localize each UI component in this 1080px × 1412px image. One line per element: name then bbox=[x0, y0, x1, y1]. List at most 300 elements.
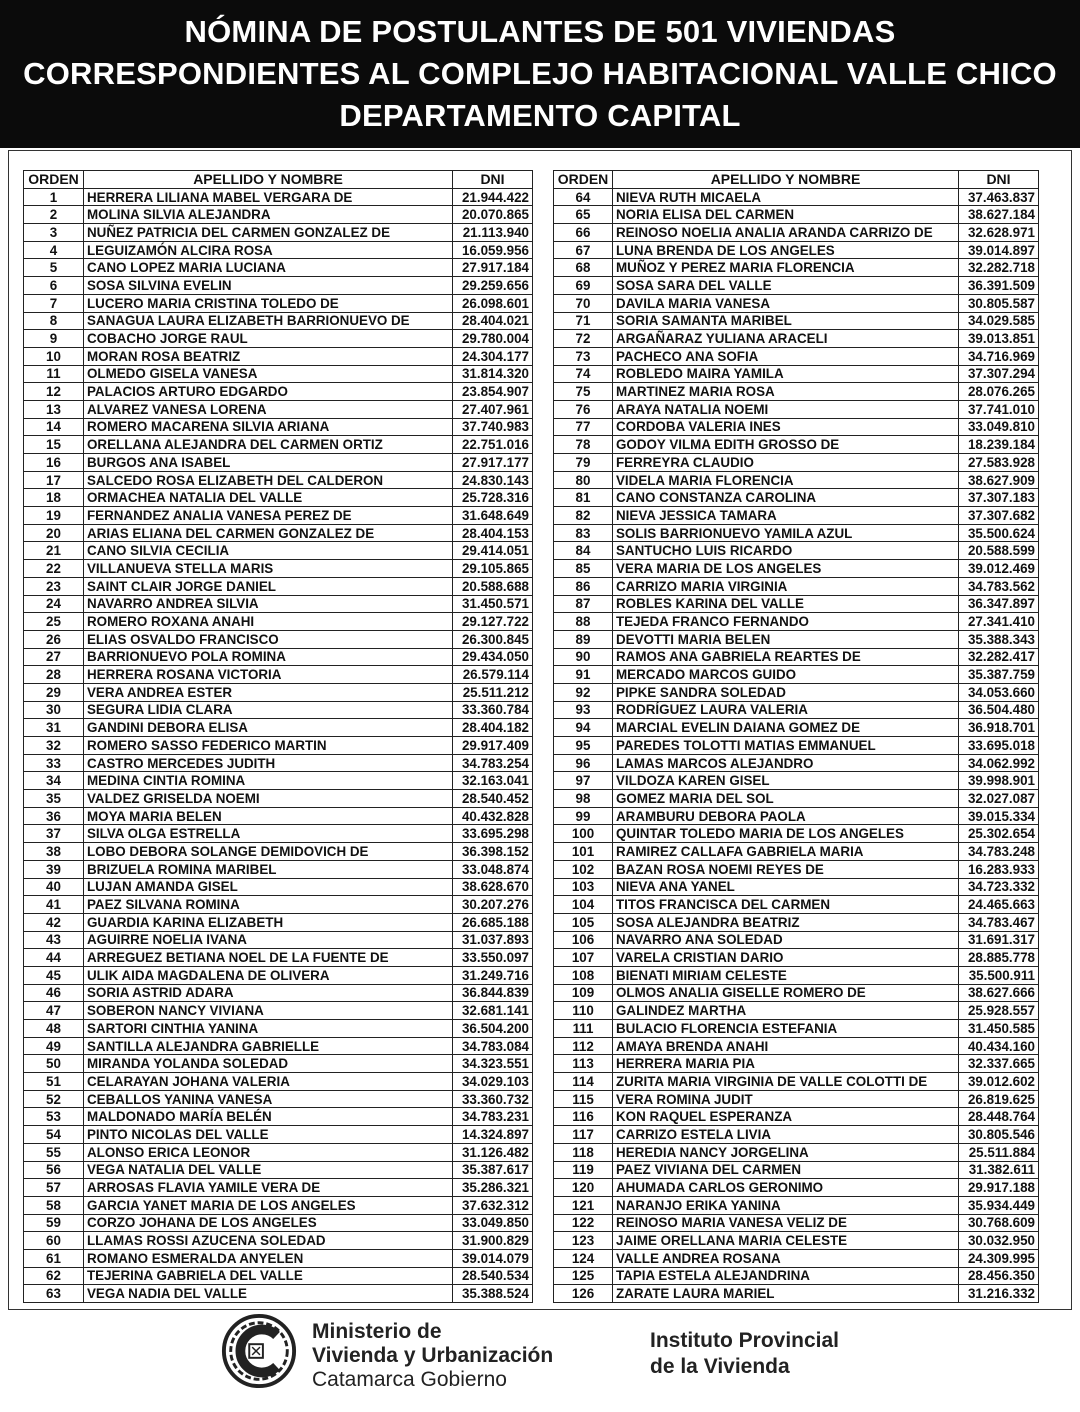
dni-cell: 39.014.079 bbox=[453, 1249, 533, 1267]
orden-cell: 113 bbox=[554, 1055, 613, 1073]
nombre-cell: DEVOTTI MARIA BELEN bbox=[613, 630, 959, 648]
nombre-cell: PAREDES TOLOTTI MATIAS EMMANUEL bbox=[613, 737, 959, 755]
dni-cell: 32.027.087 bbox=[959, 790, 1039, 808]
nombre-cell: COBACHO JORGE RAUL bbox=[84, 330, 453, 348]
dni-cell: 34.783.084 bbox=[453, 1037, 533, 1055]
table-row bbox=[554, 1037, 1039, 1055]
dni-cell: 24.304.177 bbox=[453, 347, 533, 365]
nombre-cell: ARREGUEZ BETIANA NOEL DE LA FUENTE DE bbox=[84, 949, 453, 967]
dni-cell: 38.627.184 bbox=[959, 206, 1039, 224]
orden-cell: 11 bbox=[24, 365, 84, 383]
dni-cell: 28.540.452 bbox=[453, 790, 533, 808]
dni-cell: 29.917.188 bbox=[959, 1179, 1039, 1197]
orden-cell: 75 bbox=[554, 383, 613, 401]
table-row bbox=[554, 241, 1039, 259]
ministerio-line-3: Catamarca Gobierno bbox=[312, 1368, 507, 1391]
nombre-cell: ARAMBURU DEBORA PAOLA bbox=[613, 807, 959, 825]
orden-cell: 29 bbox=[24, 683, 84, 701]
ministerio-text bbox=[312, 1320, 553, 1392]
orden-cell: 61 bbox=[24, 1249, 84, 1267]
table-row bbox=[24, 613, 533, 631]
nombre-cell: ROMERO MACARENA SILVIA ARIANA bbox=[84, 418, 453, 436]
dni-cell: 18.239.184 bbox=[959, 436, 1039, 454]
nombre-cell: CARRIZO MARIA VIRGINIA bbox=[613, 577, 959, 595]
nombre-cell: GODOY VILMA EDITH GROSSO DE bbox=[613, 436, 959, 454]
table-row bbox=[554, 560, 1039, 578]
dni-cell: 29.259.656 bbox=[453, 277, 533, 295]
nombre-cell: FERNANDEZ ANALIA VANESA PEREZ DE bbox=[84, 507, 453, 525]
dni-cell: 16.283.933 bbox=[959, 860, 1039, 878]
table-row bbox=[24, 418, 533, 436]
orden-cell: 56 bbox=[24, 1161, 84, 1179]
table-row bbox=[554, 224, 1039, 242]
nombre-cell: CARRIZO ESTELA LIVIA bbox=[613, 1126, 959, 1144]
nombre-header: APELLIDO Y NOMBRE bbox=[613, 171, 959, 189]
dni-cell: 39.012.602 bbox=[959, 1073, 1039, 1091]
table-row bbox=[554, 347, 1039, 365]
table-row bbox=[24, 471, 533, 489]
table-row bbox=[24, 1179, 533, 1197]
nombre-cell: NAVARRO ANDREA SILVIA bbox=[84, 595, 453, 613]
nombre-cell: ORMACHEA NATALIA DEL VALLE bbox=[84, 489, 453, 507]
table-row bbox=[24, 843, 533, 861]
orden-cell: 12 bbox=[24, 383, 84, 401]
dni-cell: 25.302.654 bbox=[959, 825, 1039, 843]
table-row bbox=[24, 1037, 533, 1055]
table-row bbox=[24, 966, 533, 984]
dni-cell: 28.404.182 bbox=[453, 719, 533, 737]
nombre-cell: REINOSO MARIA VANESA VELIZ DE bbox=[613, 1214, 959, 1232]
table-row bbox=[24, 860, 533, 878]
dni-cell: 29.105.865 bbox=[453, 560, 533, 578]
nombre-cell: PAEZ VIVIANA DEL CARMEN bbox=[613, 1161, 959, 1179]
orden-cell: 30 bbox=[24, 701, 84, 719]
table-row bbox=[554, 454, 1039, 472]
orden-cell: 60 bbox=[24, 1232, 84, 1250]
dni-cell: 24.309.995 bbox=[959, 1249, 1039, 1267]
table-row bbox=[24, 1249, 533, 1267]
table-row bbox=[24, 807, 533, 825]
nombre-cell: NARANJO ERIKA YANINA bbox=[613, 1196, 959, 1214]
nombre-cell: SANAGUA LAURA ELIZABETH BARRIONUEVO DE bbox=[84, 312, 453, 330]
ministerio-line-2: Vivienda y Urbanización bbox=[312, 1344, 554, 1367]
table-row bbox=[24, 896, 533, 914]
table-row bbox=[554, 595, 1039, 613]
table-row bbox=[554, 878, 1039, 896]
dni-cell: 38.627.666 bbox=[959, 984, 1039, 1002]
table-row bbox=[554, 1214, 1039, 1232]
orden-cell: 67 bbox=[554, 241, 613, 259]
dni-cell: 39.014.897 bbox=[959, 241, 1039, 259]
table-row bbox=[24, 1002, 533, 1020]
orden-cell: 90 bbox=[554, 648, 613, 666]
dni-cell: 33.695.298 bbox=[453, 825, 533, 843]
dni-cell: 16.059.956 bbox=[453, 241, 533, 259]
dni-cell: 31.450.585 bbox=[959, 1020, 1039, 1038]
nombre-cell: LOBO DEBORA SOLANGE DEMIDOVICH DE bbox=[84, 843, 453, 861]
orden-cell: 20 bbox=[24, 524, 84, 542]
table-row bbox=[24, 524, 533, 542]
dni-cell: 25.511.212 bbox=[453, 683, 533, 701]
orden-cell: 83 bbox=[554, 524, 613, 542]
dni-cell: 35.934.449 bbox=[959, 1196, 1039, 1214]
dni-cell: 26.819.625 bbox=[959, 1090, 1039, 1108]
orden-cell: 33 bbox=[24, 754, 84, 772]
table-row bbox=[24, 648, 533, 666]
table-row bbox=[554, 259, 1039, 277]
table-row bbox=[24, 1143, 533, 1161]
nombre-cell: ZURITA MARIA VIRGINIA DE VALLE COLOTTI DE bbox=[613, 1073, 959, 1091]
orden-cell: 15 bbox=[24, 436, 84, 454]
table-row bbox=[24, 1232, 533, 1250]
table-row bbox=[24, 1020, 533, 1038]
table-row bbox=[24, 719, 533, 737]
orden-cell: 111 bbox=[554, 1020, 613, 1038]
table-row bbox=[554, 896, 1039, 914]
orden-cell: 72 bbox=[554, 330, 613, 348]
orden-cell: 4 bbox=[24, 241, 84, 259]
dni-cell: 32.337.665 bbox=[959, 1055, 1039, 1073]
orden-cell: 79 bbox=[554, 454, 613, 472]
orden-cell: 118 bbox=[554, 1143, 613, 1161]
table-row bbox=[24, 188, 533, 206]
orden-cell: 47 bbox=[24, 1002, 84, 1020]
orden-cell: 91 bbox=[554, 666, 613, 684]
nombre-cell: BIENATI MIRIAM CELESTE bbox=[613, 966, 959, 984]
orden-cell: 115 bbox=[554, 1090, 613, 1108]
dni-cell: 35.500.911 bbox=[959, 966, 1039, 984]
orden-cell: 35 bbox=[24, 790, 84, 808]
table-row bbox=[554, 790, 1039, 808]
orden-cell: 65 bbox=[554, 206, 613, 224]
table-row bbox=[554, 772, 1039, 790]
table-row bbox=[24, 630, 533, 648]
orden-cell: 107 bbox=[554, 949, 613, 967]
nombre-cell: SANTILLA ALEJANDRA GABRIELLE bbox=[84, 1037, 453, 1055]
dni-cell: 37.307.183 bbox=[959, 489, 1039, 507]
table-row bbox=[554, 542, 1039, 560]
table-row bbox=[554, 1161, 1039, 1179]
orden-cell: 19 bbox=[24, 507, 84, 525]
table-row bbox=[554, 860, 1039, 878]
table-row bbox=[554, 277, 1039, 295]
nombre-cell: VEGA NATALIA DEL VALLE bbox=[84, 1161, 453, 1179]
orden-cell: 26 bbox=[24, 630, 84, 648]
orden-cell: 92 bbox=[554, 683, 613, 701]
nombre-cell: HERRERA LILIANA MABEL VERGARA DE bbox=[84, 188, 453, 206]
orden-cell: 71 bbox=[554, 312, 613, 330]
table-row bbox=[554, 1143, 1039, 1161]
orden-cell: 114 bbox=[554, 1073, 613, 1091]
nombre-cell: CASTRO MERCEDES JUDITH bbox=[84, 754, 453, 772]
dni-cell: 34.783.231 bbox=[453, 1108, 533, 1126]
nombre-cell: OLMEDO GISELA VANESA bbox=[84, 365, 453, 383]
table-row bbox=[554, 807, 1039, 825]
dni-cell: 33.360.784 bbox=[453, 701, 533, 719]
table-row bbox=[554, 418, 1039, 436]
dni-cell: 29.414.051 bbox=[453, 542, 533, 560]
dni-cell: 35.387.617 bbox=[453, 1161, 533, 1179]
orden-cell: 58 bbox=[24, 1196, 84, 1214]
table-row bbox=[554, 701, 1039, 719]
orden-cell: 32 bbox=[24, 737, 84, 755]
title-line-2: CORRESPONDIENTES AL COMPLEJO HABITACIONAL VALLE CHICO bbox=[23, 56, 1057, 91]
nombre-cell: PIPKE SANDRA SOLEDAD bbox=[613, 683, 959, 701]
orden-cell: 84 bbox=[554, 542, 613, 560]
table-row bbox=[554, 1020, 1039, 1038]
dni-cell: 35.388.343 bbox=[959, 630, 1039, 648]
orden-cell: 43 bbox=[24, 931, 84, 949]
table-row bbox=[24, 400, 533, 418]
catamarca-logo-icon bbox=[220, 1312, 298, 1390]
dni-cell: 30.805.587 bbox=[959, 294, 1039, 312]
nombre-cell: LUNA BRENDA DE LOS ANGELES bbox=[613, 241, 959, 259]
orden-cell: 17 bbox=[24, 471, 84, 489]
orden-cell: 49 bbox=[24, 1037, 84, 1055]
nombre-cell: RODRÍGUEZ LAURA VALERIA bbox=[613, 701, 959, 719]
orden-cell: 98 bbox=[554, 790, 613, 808]
orden-cell: 64 bbox=[554, 188, 613, 206]
orden-cell: 25 bbox=[24, 613, 84, 631]
nombre-cell: VIDELA MARIA FLORENCIA bbox=[613, 471, 959, 489]
nombre-cell: DAVILA MARIA VANESA bbox=[613, 294, 959, 312]
orden-cell: 123 bbox=[554, 1232, 613, 1250]
dni-cell: 34.716.969 bbox=[959, 347, 1039, 365]
table-row bbox=[554, 648, 1039, 666]
table-header-row bbox=[554, 171, 1039, 189]
nombre-cell: CANO SILVIA CECILIA bbox=[84, 542, 453, 560]
orden-cell: 55 bbox=[24, 1143, 84, 1161]
orden-cell: 2 bbox=[24, 206, 84, 224]
dni-cell: 32.282.718 bbox=[959, 259, 1039, 277]
instituto-text bbox=[650, 1328, 839, 1380]
orden-cell: 38 bbox=[24, 843, 84, 861]
dni-cell: 31.648.649 bbox=[453, 507, 533, 525]
table-row bbox=[554, 913, 1039, 931]
dni-cell: 35.387.759 bbox=[959, 666, 1039, 684]
table-row bbox=[554, 984, 1039, 1002]
table-row bbox=[24, 507, 533, 525]
table-row bbox=[24, 1108, 533, 1126]
postulantes-table-right bbox=[553, 170, 1039, 1303]
nombre-cell: MARCIAL EVELIN DAIANA GOMEZ DE bbox=[613, 719, 959, 737]
dni-cell: 33.550.097 bbox=[453, 949, 533, 967]
orden-cell: 69 bbox=[554, 277, 613, 295]
dni-cell: 28.885.778 bbox=[959, 949, 1039, 967]
dni-cell: 36.918.701 bbox=[959, 719, 1039, 737]
nombre-cell: TITOS FRANCISCA DEL CARMEN bbox=[613, 896, 959, 914]
instituto-line-2: de la Vivienda bbox=[650, 1355, 790, 1378]
table-row bbox=[24, 1073, 533, 1091]
dni-cell: 24.465.663 bbox=[959, 896, 1039, 914]
orden-cell: 126 bbox=[554, 1285, 613, 1303]
table-row bbox=[554, 1090, 1039, 1108]
dni-cell: 28.448.764 bbox=[959, 1108, 1039, 1126]
nombre-cell: BAZAN ROSA NOEMI REYES DE bbox=[613, 860, 959, 878]
dni-cell: 39.998.901 bbox=[959, 772, 1039, 790]
orden-cell: 108 bbox=[554, 966, 613, 984]
nombre-cell: GOMEZ MARIA DEL SOL bbox=[613, 790, 959, 808]
dni-cell: 31.249.716 bbox=[453, 966, 533, 984]
nombre-cell: VEGA NADIA DEL VALLE bbox=[84, 1285, 453, 1303]
orden-header: ORDEN bbox=[554, 171, 613, 189]
table-row bbox=[554, 1002, 1039, 1020]
orden-cell: 8 bbox=[24, 312, 84, 330]
dni-cell: 37.632.312 bbox=[453, 1196, 533, 1214]
table-row bbox=[554, 1196, 1039, 1214]
nombre-cell: GUARDIA KARINA ELIZABETH bbox=[84, 913, 453, 931]
orden-cell: 105 bbox=[554, 913, 613, 931]
table-row bbox=[554, 949, 1039, 967]
table-row bbox=[24, 984, 533, 1002]
nombre-cell: CANO LOPEZ MARIA LUCIANA bbox=[84, 259, 453, 277]
table-row bbox=[554, 436, 1039, 454]
nombre-cell: ROMANO ESMERALDA ANYELEN bbox=[84, 1249, 453, 1267]
dni-cell: 34.323.551 bbox=[453, 1055, 533, 1073]
nombre-cell: GALINDEZ MARTHA bbox=[613, 1002, 959, 1020]
nombre-cell: BURGOS ANA ISABEL bbox=[84, 454, 453, 472]
dni-cell: 37.740.983 bbox=[453, 418, 533, 436]
orden-cell: 51 bbox=[24, 1073, 84, 1091]
orden-cell: 86 bbox=[554, 577, 613, 595]
table-row bbox=[554, 383, 1039, 401]
table-row bbox=[554, 931, 1039, 949]
table-row bbox=[24, 878, 533, 896]
nombre-cell: ROMERO SASSO FEDERICO MARTIN bbox=[84, 737, 453, 755]
table-row bbox=[554, 630, 1039, 648]
table-row bbox=[554, 1073, 1039, 1091]
table-row bbox=[554, 754, 1039, 772]
nombre-cell: BRIZUELA ROMINA MARIBEL bbox=[84, 860, 453, 878]
dni-cell: 27.407.961 bbox=[453, 400, 533, 418]
orden-cell: 99 bbox=[554, 807, 613, 825]
orden-cell: 57 bbox=[24, 1179, 84, 1197]
table-row bbox=[24, 206, 533, 224]
nombre-cell: SEGURA LIDIA CLARA bbox=[84, 701, 453, 719]
nombre-cell: ALVAREZ VANESA LORENA bbox=[84, 400, 453, 418]
nombre-cell: NUÑEZ PATRICIA DEL CARMEN GONZALEZ DE bbox=[84, 224, 453, 242]
dni-cell: 32.163.041 bbox=[453, 772, 533, 790]
orden-cell: 117 bbox=[554, 1126, 613, 1144]
orden-cell: 9 bbox=[24, 330, 84, 348]
nombre-cell: SOBERON NANCY VIVIANA bbox=[84, 1002, 453, 1020]
table-row bbox=[24, 436, 533, 454]
orden-cell: 121 bbox=[554, 1196, 613, 1214]
table-row bbox=[24, 259, 533, 277]
dni-cell: 34.783.467 bbox=[959, 913, 1039, 931]
dni-cell: 25.928.557 bbox=[959, 1002, 1039, 1020]
table-row bbox=[554, 683, 1039, 701]
dni-cell: 36.391.509 bbox=[959, 277, 1039, 295]
nombre-cell: SOLIS BARRIONUEVO YAMILA AZUL bbox=[613, 524, 959, 542]
table-row bbox=[24, 1126, 533, 1144]
nombre-cell: ROMERO ROXANA ANAHI bbox=[84, 613, 453, 631]
orden-cell: 24 bbox=[24, 595, 84, 613]
nombre-header: APELLIDO Y NOMBRE bbox=[84, 171, 453, 189]
orden-cell: 41 bbox=[24, 896, 84, 914]
orden-cell: 31 bbox=[24, 719, 84, 737]
orden-cell: 40 bbox=[24, 878, 84, 896]
table-row bbox=[24, 701, 533, 719]
nombre-cell: SILVA OLGA ESTRELLA bbox=[84, 825, 453, 843]
nombre-cell: SARTORI CINTHIA YANINA bbox=[84, 1020, 453, 1038]
dni-cell: 35.500.624 bbox=[959, 524, 1039, 542]
orden-cell: 7 bbox=[24, 294, 84, 312]
orden-cell: 52 bbox=[24, 1090, 84, 1108]
nombre-cell: MOYA MARIA BELEN bbox=[84, 807, 453, 825]
nombre-cell: ZARATE LAURA MARIEL bbox=[613, 1285, 959, 1303]
dni-cell: 28.540.534 bbox=[453, 1267, 533, 1285]
nombre-cell: SOSA SILVINA EVELIN bbox=[84, 277, 453, 295]
orden-cell: 37 bbox=[24, 825, 84, 843]
dni-cell: 36.844.839 bbox=[453, 984, 533, 1002]
orden-cell: 21 bbox=[24, 542, 84, 560]
orden-cell: 44 bbox=[24, 949, 84, 967]
nombre-cell: VERA ROMINA JUDIT bbox=[613, 1090, 959, 1108]
dni-cell: 37.741.010 bbox=[959, 400, 1039, 418]
dni-cell: 34.783.248 bbox=[959, 843, 1039, 861]
table-row bbox=[24, 790, 533, 808]
orden-cell: 3 bbox=[24, 224, 84, 242]
nombre-cell: OLMOS ANALIA GISELLE ROMERO DE bbox=[613, 984, 959, 1002]
orden-cell: 109 bbox=[554, 984, 613, 1002]
nombre-cell: CELARAYAN JOHANA VALERIA bbox=[84, 1073, 453, 1091]
table-row bbox=[24, 294, 533, 312]
table-header-row bbox=[24, 171, 533, 189]
table-row bbox=[554, 312, 1039, 330]
nombre-cell: SALCEDO ROSA ELIZABETH DEL CALDERON bbox=[84, 471, 453, 489]
nombre-cell: CEBALLOS YANINA VANESA bbox=[84, 1090, 453, 1108]
table-row bbox=[554, 1126, 1039, 1144]
nombre-cell: VARELA CRISTIAN DARIO bbox=[613, 949, 959, 967]
orden-cell: 50 bbox=[24, 1055, 84, 1073]
dni-cell: 28.404.153 bbox=[453, 524, 533, 542]
dni-cell: 25.728.316 bbox=[453, 489, 533, 507]
nombre-cell: LLAMAS ROSSI AZUCENA SOLEDAD bbox=[84, 1232, 453, 1250]
nombre-cell: TEJERINA GABRIELA DEL VALLE bbox=[84, 1267, 453, 1285]
nombre-cell: SANTUCHO LUIS RICARDO bbox=[613, 542, 959, 560]
orden-cell: 22 bbox=[24, 560, 84, 578]
dni-cell: 14.324.897 bbox=[453, 1126, 533, 1144]
table-row bbox=[554, 489, 1039, 507]
orden-cell: 96 bbox=[554, 754, 613, 772]
dni-cell: 34.029.585 bbox=[959, 312, 1039, 330]
dni-cell: 35.286.321 bbox=[453, 1179, 533, 1197]
table-row bbox=[24, 489, 533, 507]
table-row bbox=[554, 1285, 1039, 1303]
nombre-cell: TEJEDA FRANCO FERNANDO bbox=[613, 613, 959, 631]
nombre-cell: HERRERA MARIA PIA bbox=[613, 1055, 959, 1073]
table-row bbox=[554, 577, 1039, 595]
dni-cell: 27.917.184 bbox=[453, 259, 533, 277]
table-row bbox=[554, 666, 1039, 684]
orden-cell: 100 bbox=[554, 825, 613, 843]
table-row bbox=[24, 754, 533, 772]
nombre-cell: MEDINA CINTIA ROMINA bbox=[84, 772, 453, 790]
nombre-cell: PAEZ SILVANA ROMINA bbox=[84, 896, 453, 914]
orden-cell: 46 bbox=[24, 984, 84, 1002]
nombre-cell: QUINTAR TOLEDO MARIA DE LOS ANGELES bbox=[613, 825, 959, 843]
orden-cell: 85 bbox=[554, 560, 613, 578]
dni-cell: 29.434.050 bbox=[453, 648, 533, 666]
table-row bbox=[554, 524, 1039, 542]
nombre-cell: MERCADO MARCOS GUIDO bbox=[613, 666, 959, 684]
orden-cell: 106 bbox=[554, 931, 613, 949]
document-header bbox=[0, 0, 1080, 148]
table-row bbox=[24, 931, 533, 949]
nombre-cell: AMAYA BRENDA ANAHI bbox=[613, 1037, 959, 1055]
nombre-cell: MARTINEZ MARIA ROSA bbox=[613, 383, 959, 401]
